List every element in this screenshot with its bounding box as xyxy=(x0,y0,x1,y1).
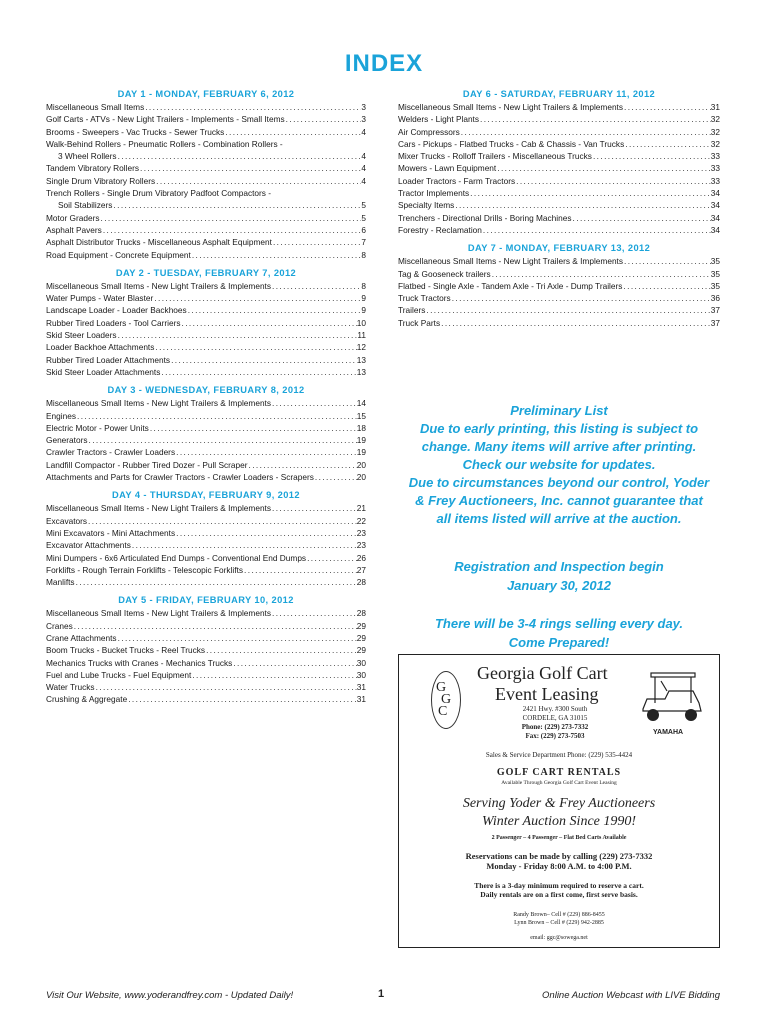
day-heading: DAY 2 - TUESDAY, FEBRUARY 7, 2012 xyxy=(115,267,297,278)
index-entry xyxy=(46,657,366,669)
minimum-info xyxy=(399,881,719,899)
dot-leader xyxy=(248,459,357,471)
index-entry xyxy=(398,255,720,267)
entry-page-number: 20 xyxy=(356,459,366,470)
logo-letter: C xyxy=(438,704,448,719)
dot-leader xyxy=(127,693,357,705)
dot-leader xyxy=(454,199,711,211)
dot-leader xyxy=(191,669,356,681)
phone: Phone: (229) 273-7332 xyxy=(521,723,589,731)
entry-label: Excavators xyxy=(46,515,88,526)
dot-leader xyxy=(117,632,357,644)
entry-page-number: 29 xyxy=(356,632,366,643)
entry-label: Tag & Gooseneck trailers xyxy=(398,268,491,279)
entry-label: Miscellaneous Small Items - New Light Trailers & Implements xyxy=(398,102,624,112)
entry-label: Flatbed - Single Axle - Tandem Axle - Tri Axle - Dump Trailers xyxy=(398,280,623,291)
day-heading: DAY 7 - MONDAY, FEBRUARY 13, 2012 xyxy=(467,243,651,254)
entry-label: Motor Graders xyxy=(46,212,100,223)
dot-leader xyxy=(479,113,711,125)
golf-cart-icon xyxy=(637,669,707,729)
index-column-left xyxy=(46,82,366,706)
index-entry xyxy=(46,607,366,619)
index-entry xyxy=(46,434,366,446)
dot-leader xyxy=(131,539,357,551)
index-entry xyxy=(46,199,366,211)
preliminary-notice xyxy=(398,402,720,528)
entry-label: Landscape Loader - Loader Backhoes xyxy=(46,305,187,316)
entry-page-number: 31 xyxy=(710,102,720,112)
entry-label: Golf Carts - ATVs - New Light Trailers - Implements - Small Items xyxy=(46,114,285,125)
dot-leader xyxy=(623,101,711,113)
entry-page-number: 26 xyxy=(356,552,366,563)
entry-page-number: 4 xyxy=(361,126,366,137)
index-entry xyxy=(46,552,366,564)
address-line: 2421 Hwy. #300 South xyxy=(522,705,588,713)
entry-page-number: 9 xyxy=(361,293,366,304)
dot-leader xyxy=(153,292,361,304)
dot-leader xyxy=(624,138,711,150)
registration-line: Registration and Inspection begin xyxy=(454,559,664,574)
entry-page-number: 34 xyxy=(710,212,720,223)
index-entry xyxy=(46,101,366,113)
entry-page-number: 36 xyxy=(710,293,720,304)
index-entry xyxy=(46,317,366,329)
dot-leader xyxy=(95,681,357,693)
dot-leader xyxy=(205,644,357,656)
entry-label: Single Drum Vibratory Rollers xyxy=(46,175,156,186)
entry-page-number: 5 xyxy=(361,200,366,211)
entry-label: Crane Attachments xyxy=(46,632,117,643)
entry-page-number: 30 xyxy=(356,669,366,680)
dot-leader xyxy=(187,304,362,316)
entry-label: Excavator Attachments xyxy=(46,540,131,551)
entry-page-number: 13 xyxy=(356,366,366,377)
entry-label: Truck Parts xyxy=(398,317,441,328)
entry-page-number: 23 xyxy=(356,527,366,538)
index-entry xyxy=(46,632,366,644)
footer-website: Visit Our Website, www.yoderandfrey.com - Updated Daily! xyxy=(46,990,294,1001)
index-entry xyxy=(46,354,366,366)
entry-label: Cars - Pickups - Flatbed Trucks - Cab & Chassis - Van Trucks xyxy=(398,138,625,149)
dot-leader xyxy=(306,552,357,564)
entry-page-number: 7 xyxy=(361,237,366,248)
index-entry xyxy=(398,304,720,316)
notice-line: Check our website for updates. xyxy=(462,457,656,472)
entry-label: Welders - Light Plants xyxy=(398,114,480,125)
dot-leader xyxy=(482,224,711,236)
entry-label: Rubber Tired Loaders - Tool Carriers xyxy=(46,317,181,328)
entry-label: Water Pumps - Water Blaster xyxy=(46,293,154,304)
entry-page-number: 29 xyxy=(356,645,366,656)
entry-page-number: 3 xyxy=(361,114,366,125)
notice-line: all items listed will arrive at the auction. xyxy=(436,511,682,526)
index-entry xyxy=(398,162,720,174)
entry-label: Walk-Behind Rollers - Pneumatic Rollers - Combination Rollers - xyxy=(46,138,283,149)
index-entry xyxy=(46,527,366,539)
entry-label: Mowers - Lawn Equipment xyxy=(398,163,497,174)
entry-page-number: 33 xyxy=(710,151,720,162)
dot-leader xyxy=(112,199,361,211)
dot-leader xyxy=(170,354,357,366)
notice-line: change. Many items will arrive after printing. xyxy=(421,439,697,454)
page-title: INDEX xyxy=(344,50,424,77)
index-entry xyxy=(46,410,366,422)
index-entry xyxy=(46,341,366,353)
dot-leader xyxy=(232,657,356,669)
index-entry xyxy=(398,199,720,211)
index-entry xyxy=(46,539,366,551)
entry-page-number: 4 xyxy=(361,163,366,174)
entry-page-number: 31 xyxy=(356,694,366,705)
index-entry xyxy=(46,502,366,514)
address-line: CORDELE, GA 31015 xyxy=(522,714,588,722)
entry-label: Rubber Tired Loader Attachments xyxy=(46,354,171,365)
index-entry xyxy=(398,138,720,150)
company-address xyxy=(507,705,603,741)
dot-leader xyxy=(73,620,357,632)
dot-leader xyxy=(469,187,711,199)
cart-types: 2 Passenger – 4 Passenger – Flat Bed Carts Available xyxy=(491,835,627,841)
entry-page-number: 32 xyxy=(710,126,720,137)
ggc-logo xyxy=(431,671,461,729)
day-heading: DAY 5 - FRIDAY, FEBRUARY 10, 2012 xyxy=(118,595,294,606)
index-entry xyxy=(46,138,366,150)
registration-notice xyxy=(398,557,720,595)
day-heading: DAY 6 - SATURDAY, FEBRUARY 11, 2012 xyxy=(462,89,656,99)
index-entry xyxy=(46,681,366,693)
index-entry xyxy=(46,693,366,705)
dot-leader xyxy=(285,113,362,125)
index-column-right xyxy=(398,82,720,329)
index-entry xyxy=(398,101,720,113)
index-entry xyxy=(46,236,366,248)
entry-label: Trench Rollers - Single Drum Vibratory Padfoot Compactors - xyxy=(46,188,272,199)
index-entry xyxy=(398,113,720,125)
contacts xyxy=(399,911,719,927)
logo-letter: G xyxy=(436,680,447,695)
entry-label: Loader Backhoe Attachments xyxy=(46,342,155,353)
entry-page-number: 6 xyxy=(361,224,366,235)
entry-page-number: 37 xyxy=(710,305,720,316)
entry-page-number: 20 xyxy=(356,472,366,483)
dot-leader xyxy=(243,564,357,576)
dot-leader xyxy=(440,317,711,329)
entry-label: Miscellaneous Small Items - New Light Trailers & Implements xyxy=(46,503,272,514)
dot-leader xyxy=(271,607,357,619)
notice-line: & Frey Auctioneers, Inc. cannot guarantee that xyxy=(415,493,703,508)
entry-page-number: 10 xyxy=(356,317,366,328)
service-phone: Sales & Service Department Phone: (229) 535-4424 xyxy=(485,751,633,759)
entry-label: Brooms - Sweepers - Vac Trucks - Sewer Trucks xyxy=(46,126,225,137)
entry-page-number: 23 xyxy=(356,540,366,551)
entry-label: Road Equipment - Concrete Equipment xyxy=(46,249,191,260)
day-heading: DAY 1 - MONDAY, FEBRUARY 6, 2012 xyxy=(117,89,295,99)
entry-label: Tandem Vibratory Rollers xyxy=(46,163,139,174)
index-entry xyxy=(398,280,720,292)
entry-label: Forestry - Reclamation xyxy=(398,224,482,235)
company-name-line2: Event Leasing xyxy=(495,684,599,704)
entry-page-number: 29 xyxy=(356,620,366,631)
contact-line: Randy Brown– Cell # (229) 886-8455 xyxy=(513,912,605,918)
dot-leader xyxy=(191,249,362,261)
fax: Fax: (229) 273-7503 xyxy=(525,732,585,740)
entry-label: Miscellaneous Small Items - New Light Trailers & Implements xyxy=(46,280,272,291)
index-entry xyxy=(398,224,720,236)
entry-page-number: 35 xyxy=(710,280,720,291)
entry-page-number: 28 xyxy=(356,577,366,588)
entry-page-number: 37 xyxy=(710,317,720,328)
dot-leader xyxy=(224,126,361,138)
index-entry xyxy=(46,162,366,174)
entry-page-number: 33 xyxy=(710,175,720,186)
email: email: ggc@sowega.net xyxy=(530,935,588,941)
index-entry xyxy=(46,212,366,224)
entry-label: Water Trucks xyxy=(46,682,95,693)
entry-label: Mixer Trucks - Rolloff Trailers - Miscellaneous Trucks xyxy=(398,151,592,162)
entry-page-number: 5 xyxy=(361,212,366,223)
entry-page-number: 8 xyxy=(361,280,366,291)
yamaha-brand: YAMAHA xyxy=(653,729,684,736)
index-entry xyxy=(398,268,720,280)
entry-page-number: 32 xyxy=(710,138,720,149)
entry-label: Mechanics Trucks with Cranes - Mechanics Trucks xyxy=(46,657,233,668)
entry-label: Generators xyxy=(46,435,88,446)
index-entry xyxy=(398,212,720,224)
company-name-line1: Georgia Golf Cart xyxy=(477,663,608,683)
entry-label: Manlifts xyxy=(46,577,75,588)
entry-label: Loader Tractors - Farm Tractors xyxy=(398,175,516,186)
dot-leader xyxy=(144,101,361,113)
index-entry xyxy=(46,459,366,471)
entry-page-number: 35 xyxy=(710,268,720,279)
index-entry xyxy=(398,126,720,138)
entry-label: Crawler Tractors - Crawler Loaders xyxy=(46,447,176,458)
entry-page-number: 31 xyxy=(356,682,366,693)
entry-page-number: 18 xyxy=(356,422,366,433)
entry-label: Miscellaneous Small Items xyxy=(46,102,145,112)
minimum-line: Daily rentals are on a first come, first serve basis. xyxy=(480,890,638,899)
entry-label: Asphalt Pavers xyxy=(46,224,102,235)
dot-leader xyxy=(154,341,356,353)
contact-line: Lynn Brown – Cell # (229) 942-2885 xyxy=(514,920,604,926)
entry-label: Tractor Implements xyxy=(398,188,470,199)
index-entry xyxy=(46,669,366,681)
dot-leader xyxy=(491,268,711,280)
entry-page-number: 8 xyxy=(361,249,366,260)
dot-leader xyxy=(181,317,357,329)
entry-page-number: 4 xyxy=(361,175,366,186)
index-entry xyxy=(46,576,366,588)
day-heading: DAY 3 - WEDNESDAY, FEBRUARY 8, 2012 xyxy=(107,385,305,396)
entry-page-number: 35 xyxy=(710,256,720,267)
entry-label: Miscellaneous Small Items - New Light Trailers & Implements xyxy=(46,608,272,619)
entry-page-number: 11 xyxy=(357,330,366,341)
index-entry xyxy=(46,150,366,162)
dot-leader xyxy=(99,212,361,224)
dot-leader xyxy=(451,292,711,304)
entry-page-number: 19 xyxy=(356,447,366,458)
index-entry xyxy=(398,292,720,304)
index-entry xyxy=(46,446,366,458)
entry-label: Engines xyxy=(46,410,76,421)
index-entry xyxy=(46,422,366,434)
dot-leader xyxy=(117,150,362,162)
dot-leader xyxy=(572,212,711,224)
entry-page-number: 34 xyxy=(710,188,720,199)
index-entry xyxy=(46,515,366,527)
entry-page-number: 22 xyxy=(356,515,366,526)
entry-label: Soil Stabilizers xyxy=(58,200,113,211)
entry-page-number: 19 xyxy=(356,435,366,446)
index-entry xyxy=(46,113,366,125)
entry-label: Specialty Items xyxy=(398,200,455,211)
entry-page-number: 33 xyxy=(710,163,720,174)
entry-page-number: 27 xyxy=(356,564,366,575)
entry-page-number: 15 xyxy=(356,410,366,421)
dot-leader xyxy=(622,280,710,292)
serving-line: Winter Auction Since 1990! xyxy=(481,814,637,829)
footer-webcast: Online Auction Webcast with LIVE Bidding xyxy=(542,990,720,1001)
company-name xyxy=(477,663,608,705)
index-entry xyxy=(398,187,720,199)
dot-leader xyxy=(149,422,357,434)
page-number: 1 xyxy=(378,988,385,1000)
dot-leader xyxy=(155,175,361,187)
index-entry xyxy=(46,126,366,138)
entry-label: Cranes xyxy=(46,620,73,631)
reservation-hours: Monday - Friday 8:00 A.M. to 4:00 P.M. xyxy=(486,861,632,871)
minimum-line: There is a 3-day minimum required to reserve a cart. xyxy=(474,881,644,890)
entry-page-number: 21 xyxy=(356,503,366,514)
entry-label: Miscellaneous Small Items - New Light Trailers & Implements xyxy=(398,256,624,267)
dot-leader xyxy=(160,366,356,378)
entry-page-number: 13 xyxy=(356,354,366,365)
entry-page-number: 28 xyxy=(356,608,366,619)
entry-page-number: 30 xyxy=(356,657,366,668)
dot-leader xyxy=(271,502,357,514)
dot-leader xyxy=(102,224,362,236)
dot-leader xyxy=(76,410,357,422)
notice-line: Due to circumstances beyond our control, Yoder xyxy=(408,475,710,490)
entry-page-number: 3 xyxy=(361,102,366,112)
entry-label: Landfill Compactor - Rubber Tired Dozer - Pull Scraper xyxy=(46,459,248,470)
dot-leader xyxy=(515,175,711,187)
dot-leader xyxy=(87,515,357,527)
serving-line: Serving Yoder & Frey Auctioneers xyxy=(462,796,656,811)
entry-page-number: 34 xyxy=(710,200,720,211)
dot-leader xyxy=(271,280,361,292)
index-entry xyxy=(46,292,366,304)
notice-line: Due to early printing, this listing is subject to xyxy=(419,421,699,436)
dot-leader xyxy=(314,471,357,483)
entry-label: Air Compressors xyxy=(398,126,460,137)
reservation-line: Reservations can be made by calling (229) 273-7332 xyxy=(465,851,653,861)
index-entry xyxy=(46,249,366,261)
index-entry xyxy=(46,187,366,199)
registration-date: January 30, 2012 xyxy=(506,578,612,593)
index-entry xyxy=(46,304,366,316)
reservation-info xyxy=(399,851,719,871)
index-entry xyxy=(46,366,366,378)
rings-notice xyxy=(398,614,720,652)
dot-leader xyxy=(271,397,357,409)
serving-tagline xyxy=(399,795,719,831)
dot-leader xyxy=(592,150,711,162)
rings-line: There will be 3-4 rings selling every day. xyxy=(434,616,684,631)
index-entry xyxy=(46,620,366,632)
day-heading: DAY 4 - THURSDAY, FEBRUARY 9, 2012 xyxy=(112,490,300,501)
index-entry xyxy=(398,175,720,187)
entry-label: Crushing & Aggregate xyxy=(46,694,128,705)
entry-label: Forklifts - Rough Terrain Forklifts - Telescopic Forklifts xyxy=(46,564,244,575)
index-entry xyxy=(46,471,366,483)
entry-page-number: 9 xyxy=(361,305,366,316)
index-entry xyxy=(46,175,366,187)
dot-leader xyxy=(272,236,361,248)
entry-page-number: 12 xyxy=(356,342,366,353)
entry-label: Mini Dumpers - 6x6 Articulated End Dumps - Conventional End Dumps xyxy=(46,552,307,563)
dot-leader xyxy=(75,576,357,588)
dot-leader xyxy=(175,446,357,458)
entry-label: Truck Tractors xyxy=(398,293,451,304)
dot-leader xyxy=(496,162,711,174)
entry-label: Boom Trucks - Bucket Trucks - Reel Trucks xyxy=(46,645,206,656)
entry-label: 3 Wheel Rollers xyxy=(58,151,117,162)
entry-page-number: 14 xyxy=(356,398,366,409)
dot-leader xyxy=(88,434,357,446)
entry-label: Fuel and Lube Trucks - Fuel Equipment xyxy=(46,669,192,680)
dot-leader xyxy=(117,329,358,341)
golf-cart-advertisement xyxy=(398,654,720,948)
index-entry xyxy=(46,280,366,292)
dot-leader xyxy=(425,304,710,316)
index-entry xyxy=(398,317,720,329)
entry-label: Asphalt Distributor Trucks - Miscellaneous Asphalt Equipment xyxy=(46,237,272,248)
index-entry xyxy=(46,644,366,656)
entry-label: Trenchers - Directional Drills - Boring Machines xyxy=(398,212,572,223)
index-entry xyxy=(46,397,366,409)
dot-leader xyxy=(139,162,361,174)
entry-label: Electric Motor - Power Units xyxy=(46,422,149,433)
rentals-subheading: Available Through Georgia Golf Cart Event Leasing xyxy=(501,780,617,786)
entry-label: Miscellaneous Small Items - New Light Trailers & Implements xyxy=(46,398,272,409)
index-entry xyxy=(46,329,366,341)
entry-page-number: 4 xyxy=(361,151,366,162)
index-entry xyxy=(398,150,720,162)
index-entry xyxy=(46,224,366,236)
entry-label: Skid Steer Loader Attachments xyxy=(46,366,161,377)
entry-label: Mini Excavators - Mini Attachments xyxy=(46,527,176,538)
logo-letter: G xyxy=(441,692,452,707)
entry-page-number: 32 xyxy=(710,114,720,125)
rentals-heading: GOLF CART RENTALS xyxy=(496,767,622,778)
dot-leader xyxy=(623,255,711,267)
rings-line: Come Prepared! xyxy=(508,635,610,650)
notice-line: Preliminary List xyxy=(510,403,608,418)
entry-page-number: 34 xyxy=(710,224,720,235)
entry-label: Skid Steer Loaders xyxy=(46,330,117,341)
dot-leader xyxy=(175,527,357,539)
entry-label: Trailers xyxy=(398,305,426,316)
entry-label: Attachments and Parts for Crawler Tractors - Crawler Loaders - Scrapers xyxy=(46,472,314,483)
dot-leader xyxy=(460,126,711,138)
index-entry xyxy=(46,564,366,576)
